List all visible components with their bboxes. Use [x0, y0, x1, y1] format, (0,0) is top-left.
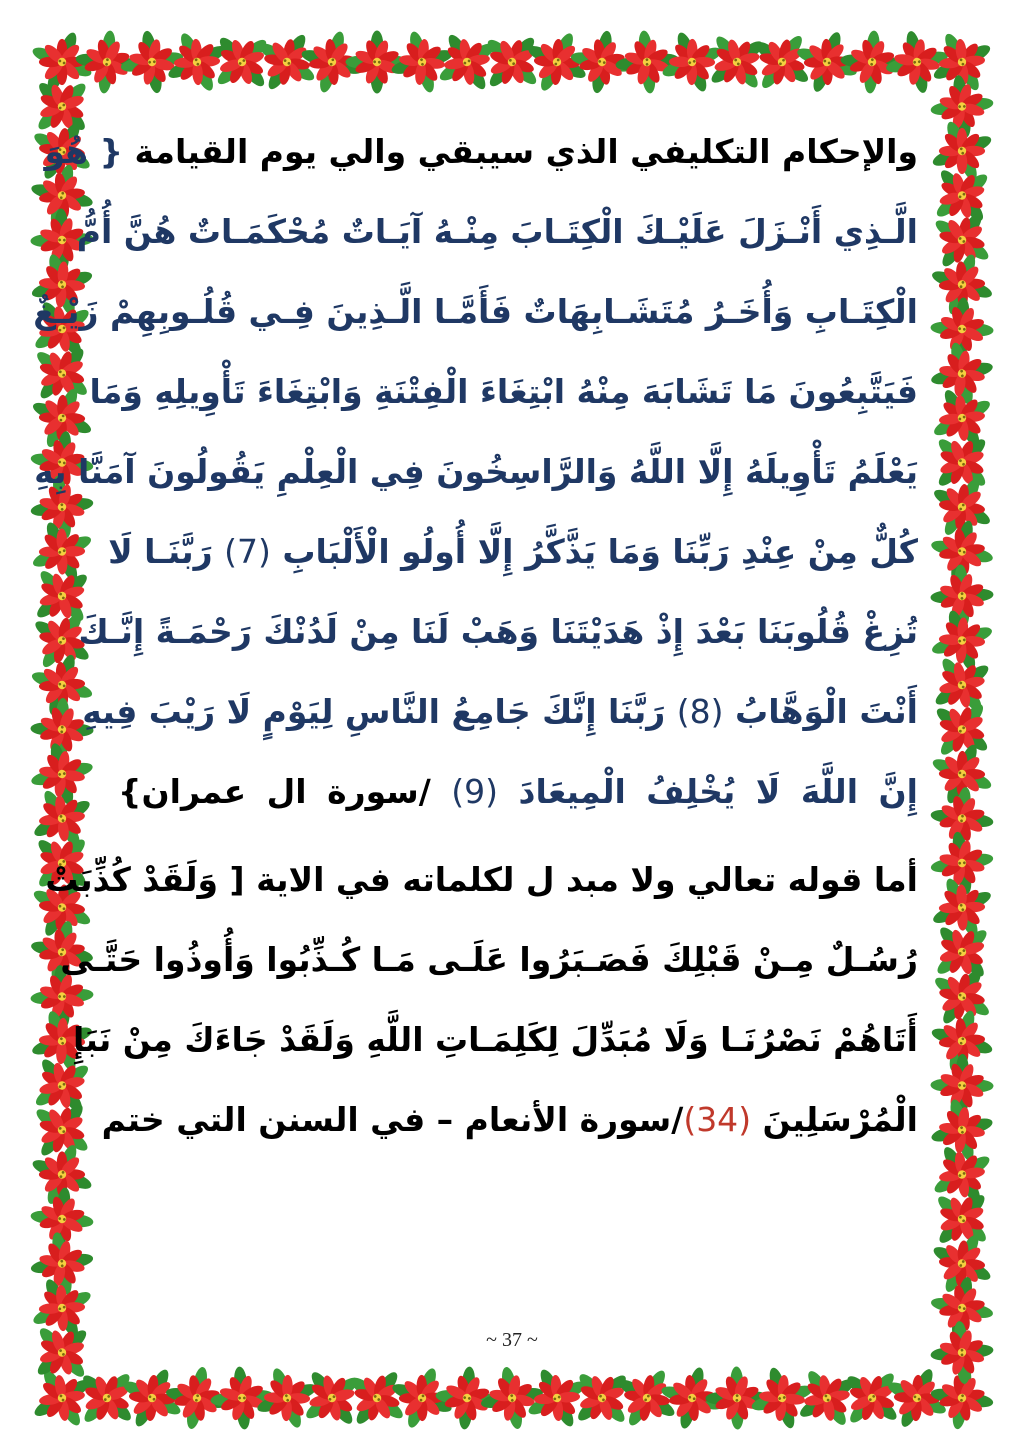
verse-number: (9) [451, 772, 499, 811]
verse-number: (7) [224, 532, 271, 571]
text-segment: الْمُرْسَلِينَ [751, 1100, 918, 1139]
text-line [60, 920, 918, 1000]
text-segment: { هُوَ [44, 132, 124, 171]
text-line [34, 432, 918, 512]
text-segment: أما قوله تعالي ولا مبد ل لكلماته في الاية [ [218, 860, 918, 899]
text-line [108, 512, 918, 592]
text-line [72, 1000, 918, 1080]
text-line [44, 112, 918, 192]
text-segment: فَيَتَّبِعُونَ مَا تَشَابَهَ مِنْهُ ابْتِغَاءَ الْفِتْنَةِ وَابْتِغَاءَ تَأْوِيلِهِ وَمَا [89, 372, 918, 411]
text-segment: رَبَّنَا إِنَّكَ جَامِعُ النَّاسِ لِيَوْمٍ لَا رَيْبَ فِيهِ [82, 692, 677, 731]
text-segment: الَّـذِي أَنْـزَلَ عَلَيْـكَ الْكِتَـابَ مِنْـهُ آيَـاتٌ مُحْكَمَـاتٌ هُنَّ أُمُّ [76, 212, 918, 251]
page-number: ~ 37 ~ [486, 1329, 538, 1351]
text-line [33, 272, 918, 352]
body-text [33, 112, 918, 1160]
text-line [118, 752, 918, 832]
text-line [45, 840, 918, 920]
text-line [89, 352, 918, 432]
verse-number: (34) [683, 1100, 752, 1139]
text-segment: أَنْتَ الْوَهَّابُ [723, 692, 918, 731]
text-line [82, 672, 918, 752]
text-segment: تُزِغْ قُلُوبَنَا بَعْدَ إِذْ هَدَيْتَنَا وَهَبْ لَنَا مِنْ لَدُنْكَ رَحْمَـةً إِنَّـكَ [78, 612, 918, 651]
text-segment: إِنَّ اللَّهَ لَا يُخْلِفُ الْمِيعَادَ [498, 772, 918, 811]
text-segment: رُسُـلٌ مِـنْ قَبْلِكَ فَصَـبَرُوا عَلَـى مَـا كُـذِّبُوا وَأُوذُوا حَتَّـى [60, 940, 918, 979]
text-segment: كُلٌّ مِنْ عِنْدِ رَبِّنَا وَمَا يَذَّكَّرُ إِلَّا أُولُو الْأَلْبَابِ [270, 532, 918, 571]
text-segment: /سورة الأنعام – في السنن التي ختم [101, 1100, 684, 1139]
text-segment: رَبَّنَـا لَا [108, 532, 225, 571]
text-segment: /سورة ال عمران} [118, 772, 452, 811]
text-segment: وَلَقَدْ كُذِّبَتْ [45, 860, 219, 899]
text-line [101, 1080, 918, 1160]
text-segment: أَتَاهُمْ نَصْرُنَـا وَلَا مُبَدِّلَ لِكَلِمَـاتِ اللَّهِ وَلَقَدْ جَاءَكَ مِنْ نَبَإِ [72, 1020, 918, 1059]
text-line [76, 192, 918, 272]
text-segment: الْكِتَـابِ وَأُخَـرُ مُتَشَـابِهَاتٌ فَأَمَّـا الَّـذِينَ فِـي قُلُـوبِهِمْ زَيْـغٌ [33, 292, 918, 331]
text-segment: والإحكام التكليفي الذي سيبقي والي يوم القيامة [123, 132, 918, 171]
text-line [78, 592, 918, 672]
text-segment: يَعْلَمُ تَأْوِيلَهُ إِلَّا اللَّهُ وَالرَّاسِخُونَ فِي الْعِلْمِ يَقُولُونَ آمَنَّا بِهِ [34, 452, 918, 491]
verse-number: (8) [676, 692, 724, 731]
